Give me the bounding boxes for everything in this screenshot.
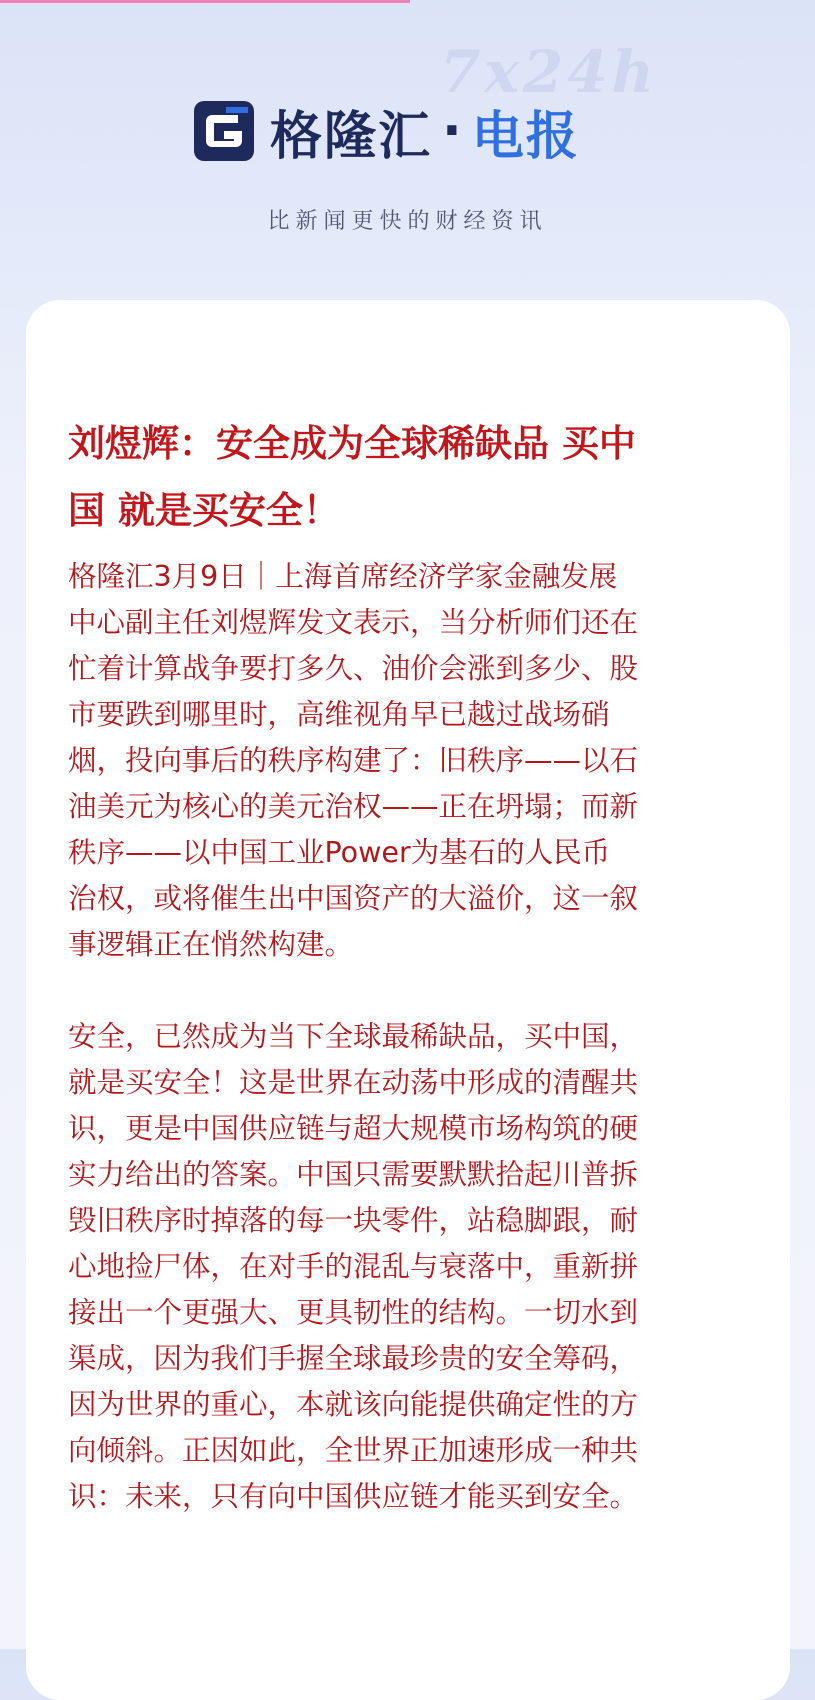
- gelonghui-logo-icon: [192, 99, 256, 163]
- paragraph-spacer: [68, 968, 768, 1014]
- brand-separator-dot: ·: [442, 101, 462, 161]
- headline-text: 刘煜辉：安全成为全球稀缺品 买中 国 就是买安全！: [68, 421, 636, 532]
- article-headline: [68, 410, 758, 544]
- brand-logo-row: [192, 95, 580, 167]
- article-body: [68, 554, 768, 1520]
- article-card: [26, 300, 790, 1700]
- brand-subtitle: 电报: [471, 106, 580, 167]
- tagline: 比新闻更快的财经资讯: [267, 209, 548, 234]
- article-paragraph-2: 安全，已然成为当下全球最稀缺品，买中国， 就是买安全！这是世界在动荡中形成的清醒共 识，更是中国供应链与超大规模市场构筑的硬 实力给出的答案。中国只需要默默拾起川普拆 毁旧秩序时掉落的每一块零件，站稳脚跟，耐 心地捡尸体，在对手的混乱与衰落中，重新拼 接出一个更强大、更具韧性的结构。一切水到 渠成，因为我们手握全球最珍贵的安全筹码， 因为世界的重心，本就该向能提供确定性的方 向倾斜。正因如此，全世界正加速形成一种共 识：未来，只有向中国供应链才能买到安全。: [68, 1020, 639, 1513]
- article-paragraph-1: 格隆汇3月9日｜上海首席经济学家金融发展 中心副主任刘煜辉发文表示，当分析师们还在 忙着计算战争要打多久、油价会涨到多少、股 市要跌到哪里时，高维视角早已越过战场硝 烟，投向事后的秩序构建了：旧秩序——以石 油美元为核心的美元治权——正在坍塌；而新 秩序——以中国工业Power为基石的人民币 治权，或将催生出中国资产的大溢价，这一叙 事逻辑正在悄然构建。: [68, 560, 639, 961]
- header-banner: [0, 0, 815, 300]
- brand-name: 格隆汇: [270, 106, 433, 167]
- watermark-7x24h: 7x24h: [440, 38, 658, 106]
